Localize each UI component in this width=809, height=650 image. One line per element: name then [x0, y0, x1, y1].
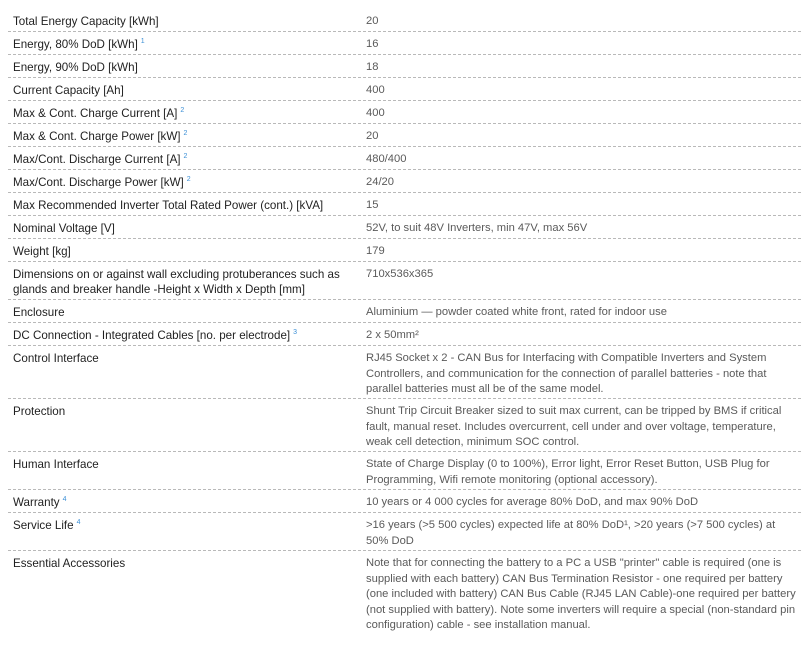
spec-value: 18 — [366, 61, 379, 73]
spec-value: State of Charge Display (0 to 100%), Error light, Error Reset Button, USB Plug for Programming, Wifi remote monitoring (optional accessory). — [366, 458, 770, 486]
spec-label — [8, 244, 366, 259]
footnote-marker: 1 — [140, 38, 145, 46]
spec-label — [8, 328, 366, 343]
spec-value: 52V, to suit 48V Inverters, min 47V, max 56V — [366, 222, 588, 234]
spec-label-text: Max Recommended Inverter Total Rated Power (cont.) [kVA] — [13, 199, 324, 212]
spec-value: 710x536x365 — [366, 268, 434, 280]
spec-row-enclosure — [8, 300, 801, 323]
spec-value: 20 — [366, 130, 379, 142]
footnote-marker: 4 — [76, 519, 81, 527]
spec-label — [8, 83, 366, 98]
spec-value: 15 — [366, 199, 379, 211]
spec-row-discharge-power — [8, 170, 801, 193]
spec-label — [8, 518, 366, 533]
spec-label-text: DC Connection - Integrated Cables [no. per electrode] — [13, 329, 291, 342]
spec-label — [8, 404, 366, 419]
spec-label-text: Current Capacity [Ah] — [13, 84, 124, 97]
spec-label — [8, 37, 366, 52]
spec-row-dimensions — [8, 262, 801, 300]
spec-label-text: Enclosure — [13, 306, 65, 319]
spec-table — [8, 0, 801, 635]
spec-row-inverter-power — [8, 193, 801, 216]
spec-label-text: Weight [kg] — [13, 245, 71, 258]
spec-label-text: Max & Cont. Charge Current [A] — [13, 107, 178, 120]
spec-label — [8, 129, 366, 144]
spec-label-text: Dimensions on or against wall excluding protuberances such as glands and breaker handle -Height x Width x Depth [mm] — [13, 268, 340, 296]
spec-row-control-interface — [8, 346, 801, 399]
spec-label — [8, 198, 366, 213]
spec-label-text: Energy, 80% DoD [kWh] — [13, 38, 138, 51]
spec-value: >16 years (>5 500 cycles) expected life at 80% DoD¹, >20 years (>7 500 cycles) at 50% DoD — [366, 519, 776, 547]
spec-value: RJ45 Socket x 2 - CAN Bus for Interfacing with Compatible Inverters and System Controllers, and communication for the connection of parallel batteries - note that parallel batteries must all be of the same model. — [366, 352, 767, 396]
spec-label — [8, 221, 366, 236]
spec-value: 16 — [366, 38, 379, 50]
spec-row-energy-90 — [8, 55, 801, 78]
spec-label — [8, 351, 366, 366]
footnote-marker: 2 — [183, 153, 188, 161]
spec-row-charge-current — [8, 101, 801, 124]
spec-value: 2 x 50mm² — [366, 329, 419, 341]
footnote-marker: 2 — [183, 130, 188, 138]
spec-row-human-interface — [8, 452, 801, 490]
spec-label — [8, 14, 366, 29]
spec-row-protection — [8, 399, 801, 452]
spec-label-text: Human Interface — [13, 458, 99, 471]
spec-label-text: Warranty — [13, 496, 60, 509]
spec-label-text: Max/Cont. Discharge Current [A] — [13, 153, 181, 166]
spec-row-current-capacity — [8, 78, 801, 101]
footnote-marker: 4 — [62, 496, 67, 504]
spec-label-text: Nominal Voltage [V] — [13, 222, 115, 235]
spec-label — [8, 267, 366, 297]
spec-label — [8, 457, 366, 472]
spec-label-text: Service Life — [13, 519, 74, 532]
spec-label — [8, 556, 366, 571]
spec-value: Shunt Trip Circuit Breaker sized to suit max current, can be tripped by BMS if critical fault, manual reset. Includes overcurrent, cell under and over voltage, temperature, weak cell detection, minimum SOC control. — [366, 405, 782, 449]
spec-row-service-life — [8, 513, 801, 551]
spec-row-dc-connection — [8, 323, 801, 346]
spec-label-text: Essential Accessories — [13, 557, 126, 570]
spec-label — [8, 60, 366, 75]
spec-row-charge-power — [8, 124, 801, 147]
spec-label — [8, 175, 366, 190]
spec-label-text: Total Energy Capacity [kWh] — [13, 15, 159, 28]
spec-row-weight — [8, 239, 801, 262]
spec-value: 20 — [366, 15, 379, 27]
spec-label — [8, 495, 366, 510]
spec-label-text: Energy, 90% DoD [kWh] — [13, 61, 138, 74]
spec-row-warranty — [8, 490, 801, 513]
spec-value: 400 — [366, 84, 385, 96]
spec-value: Note that for connecting the battery to a PC a USB "printer" cable is required (one is supplied with each battery) CAN Bus Termination Resistor - one required per battery (one included with battery) CAN Bus Cable (RJ45 LAN Cable)-one required per battery (not supplied with battery). Note some inverters will require a special (non-standard pin configuration) cable - see installation manual. — [366, 557, 796, 632]
spec-label — [8, 106, 366, 121]
spec-row-discharge-current — [8, 147, 801, 170]
spec-row-essential-accessories — [8, 551, 801, 635]
spec-label-text: Control Interface — [13, 352, 99, 365]
spec-label-text: Max & Cont. Charge Power [kW] — [13, 130, 181, 143]
spec-value: 480/400 — [366, 153, 407, 165]
spec-value: 400 — [366, 107, 385, 119]
spec-label — [8, 152, 366, 167]
footnote-marker: 2 — [180, 107, 185, 115]
spec-value: 10 years or 4 000 cycles for average 80% DoD, and max 90% DoD — [366, 496, 699, 508]
spec-value: 24/20 — [366, 176, 394, 188]
spec-row-total-energy — [8, 9, 801, 32]
footnote-marker: 2 — [186, 176, 191, 184]
spec-row-nominal-voltage — [8, 216, 801, 239]
spec-value: Aluminium — powder coated white front, rated for indoor use — [366, 306, 667, 318]
spec-label — [8, 305, 366, 320]
spec-label-text: Protection — [13, 405, 66, 418]
spec-label-text: Max/Cont. Discharge Power [kW] — [13, 176, 184, 189]
spec-value: 179 — [366, 245, 385, 257]
spec-row-energy-80 — [8, 32, 801, 55]
footnote-marker: 3 — [293, 329, 298, 337]
